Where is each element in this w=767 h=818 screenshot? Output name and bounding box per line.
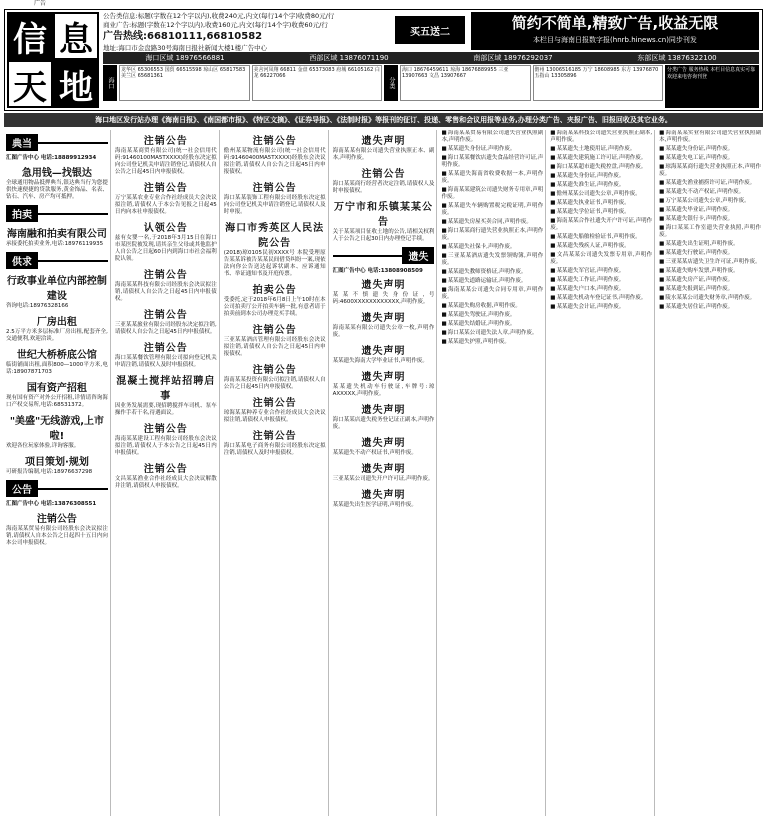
lost-item: ■ 某某遗失身份证,声明作废。 [550, 173, 652, 180]
lost-item: ■ 某某遗失行驶证,声明作废。 [659, 250, 761, 257]
agency-col-4: 儋州 13006516185 万宁 18608985 东方 13976870 五指山 13305896 [533, 65, 664, 101]
lost-item: ■ 某某遗失购车发票,声明作废。 [659, 268, 761, 275]
lost-item: ■ 某某遗失驾驶证,声明作废。 [441, 312, 543, 319]
lost-title: 遗失声明 [361, 280, 406, 291]
notice-title: 万宁市和乐镇某某公告 [334, 202, 433, 228]
lost-item: ■ 海南某某公司遗失合同专用章,声明作废。 [441, 287, 543, 301]
column-3 [222, 130, 329, 816]
lost-title: 遗失声明 [361, 313, 406, 324]
lost-item: ■ 海南某某合作社遗失开户许可证,声明作废。 [550, 218, 652, 232]
column-7 [657, 130, 763, 816]
section-auction-title: 拍卖 [6, 205, 38, 222]
lost-text: 某某遗失海南大学毕业证书,声明作废。 [332, 358, 428, 364]
logo-char-4: 地 [53, 60, 99, 108]
distribution-banner: 海口地区发行站办理《海南日报》、《南国都市报》、《特区文摘》、《证券导报》、《法制时报》等报刊的征订、投递、零售和会议用报等业务,办理分类广告、夹报广告、旧报回收及其它业务。 [4, 113, 763, 127]
notice-title: 注销公告 [252, 183, 297, 194]
lost-item: ■ 某某遗失车辆购置税完税证明,声明作废。 [441, 203, 543, 217]
section-phone: 汇图广告中心 电话:13876308551 [6, 501, 97, 507]
section-pawn-title: 典当 [6, 134, 38, 151]
lost-text: 某某不慎遗失身份证,号码:4600XXXXXXXXXXXX,声明作废。 [332, 292, 435, 305]
masthead-info [103, 12, 759, 108]
ad-title: 行政事业单位内部控制建设 [6, 276, 107, 302]
ad-title: 海南融和拍卖有限公司 [6, 229, 107, 240]
lost-item: ■ 某某遗失身份证,声明作废。 [659, 146, 761, 153]
lost-item: ■ 某某遗失银行卡,声明作废。 [659, 216, 761, 223]
notice-text: 海口某某餐饮管理有限公司拟向登记机关申请注销,请债权人及时申报债权。 [114, 355, 217, 368]
top-label: 广告 [34, 0, 47, 7]
lost-text: 某某遗失出生医学证明,声明作废。 [332, 502, 417, 508]
notice-title: 注销公告 [252, 398, 297, 409]
lost-title: 遗失声明 [361, 372, 406, 383]
notice-text: 万宁某某农业专业合作社经成员大会决议拟注销,请债权人于本公告见报之日起45日内向本社申报债权。 [114, 195, 217, 215]
lost-item: ■ 海口某某工作室遗失营业执照,声明作废。 [659, 225, 761, 239]
section-rule [38, 260, 108, 262]
region-bar [103, 52, 759, 64]
notice-text: 三亚某某旅业有限公司经股东决定拟注销,请债权人自公告之日起45日内申报债权。 [114, 322, 217, 335]
lost-item: ■ 海南某某贸易有限公司遗失营业执照副本,声明作废。 [441, 130, 543, 144]
lost-item: ■ 海口某某商行遗失营业执照正本,声明作废。 [441, 228, 543, 242]
logo-char-2: 息 [53, 12, 99, 60]
notice-text: 儋州某某物流有限公司(统一社会信用代码:91460400MA5TXXXX)经股东会决议拟注销,请债权人自公告之日起45日内申报债权。 [223, 148, 326, 175]
lost-item: ■ 某某遗失船舶检验证书,声明作废。 [550, 234, 652, 241]
notice-title: 注销公告 [143, 310, 188, 321]
lost-item: ■ 海口某某餐饮店遗失食品经营许可证,声明作废。 [441, 155, 543, 169]
notice-title: 海口市秀英区人民法院公告 [225, 223, 325, 249]
column-5 [439, 130, 546, 816]
lost-item: ■ 某某遗失出生证明,声明作废。 [659, 241, 761, 248]
section-rule [38, 142, 108, 144]
section-rule [38, 213, 108, 215]
ad-text: 现有国有资产对外公开招租,详情请咨询海口产权交易所,电话:68531372。 [6, 395, 108, 408]
notice-title: 遗失声明 [361, 136, 406, 147]
notice-text: 琼海某某种养专业合作社经成员大会决议拟注销,请债权人申报债权。 [223, 410, 326, 423]
notice-title: 注销公告 [143, 136, 188, 147]
ad-text: 全球通用物品抵押典当,银达典当行为您提供快速便捷的贷款服务,黄金饰品、名表、钻石、汽车、房产均可抵押。 [6, 180, 108, 200]
agency-tag-class: 分类 [384, 65, 398, 101]
ad-title: 急用钱—找银达 [21, 168, 92, 179]
notice-text: 海口某某电子商务有限公司经股东决定拟注销,请债权人及时申报债权。 [223, 443, 326, 456]
lost-item: ■ 某某遗失道路运输证,声明作废。 [441, 278, 543, 285]
lost-item: ■ 某某遗失户口本,声明作废。 [550, 286, 652, 293]
slogan-main: 简约不简单,精致广告,收益无限 [511, 14, 719, 32]
lost-item: ■ 某某遗失房产证,声明作废。 [659, 277, 761, 284]
lost-item: ■ 某某遗失教师资格证,声明作废。 [441, 269, 543, 276]
lost-item: ■ 文昌某某公司遗失发票专用章,声明作废。 [550, 252, 652, 266]
section-rule [333, 255, 403, 257]
lost-item: ■ 琼海某某商行遗失营业执照正本,声明作废。 [659, 164, 761, 178]
notice-title: 注销公告 [143, 270, 188, 281]
column-6 [548, 130, 655, 816]
lost-item: ■ 某某遗失机动车登记证书,声明作废。 [550, 295, 652, 302]
notice-title: 拍卖公告 [252, 285, 297, 296]
lost-title: 遗失声明 [361, 346, 406, 357]
notice-text: 因业务发展需要,现招聘搅拌车司机、泵车操作手若干名,待遇面议。 [114, 403, 217, 416]
section-notice [6, 480, 108, 497]
lost-item: ■ 某某遗失军官证,声明作废。 [550, 268, 652, 275]
agency-tag-haikou: 海口 [103, 65, 117, 101]
notice-text: 海南某某科技有限公司经股东会决议拟注销,请债权人自公告之日起45日内申报债权。 [114, 282, 217, 302]
lost-text: 某某遗失不动产权证书,声明作废。 [332, 450, 417, 456]
lost-item: ■ 某某遗失护照,声明作废。 [441, 339, 543, 346]
notice-title: 注销公告 [143, 343, 188, 354]
region-south: 南部区域 18976292037 [473, 54, 553, 62]
lost-item: ■ 某某遗失土地使用证,声明作废。 [550, 146, 652, 153]
notice-text: 海南某某投资有限公司拟注销,请债权人自公告之日起45日内申报债权。 [223, 377, 326, 390]
lost-item: ■ 某某遗失工作证,声明作废。 [550, 277, 652, 284]
ad-title: 世纪大桥桥底公馆 [16, 350, 97, 361]
notice-title: 注销公告 [361, 169, 406, 180]
lost-title: 遗失声明 [361, 438, 406, 449]
slogan-box [471, 12, 759, 50]
lost-item: ■ 海南某某实业有限公司遗失营业执照副本,声明作废。 [659, 130, 761, 144]
section-lost [333, 247, 435, 264]
lost-text: 海口某某店遗失税务登记证正副本,声明作废。 [332, 417, 435, 430]
lost-item: ■ 某某遗失准生证,声明作废。 [550, 182, 652, 189]
ad-text: 2.5万平方米多层标准厂房出租,配套齐全,交通便利,欢迎洽谈。 [6, 329, 108, 342]
notice-text: 关于某某项目征收土地的公告,请相关权利人于公告之日起30日内办理登记手续。 [332, 229, 435, 242]
agency-col-2: 美舍河凤翔 66811 金盘 65373083 府城 66105162 白龙 66227066 [252, 65, 383, 101]
lost-item: ■ 某某遗失会计证,声明作废。 [550, 304, 652, 311]
masthead [4, 9, 763, 111]
notice-text: 文昌某某渔业合作社经成员大会决议解散并注销,请债权人申报债权。 [114, 476, 217, 489]
section-supply-title: 供求 [6, 252, 38, 269]
section-notice-title: 公告 [6, 480, 38, 497]
lost-item: ■ 三亚某某酒店遗失发票领购簿,声明作废。 [441, 253, 543, 267]
lost-item: ■ 某某遗失房屋买卖合同,声明作废。 [441, 219, 543, 226]
lost-item: ■ 某某遗失毕业证,声明作废。 [659, 207, 761, 214]
section-auction [6, 205, 108, 222]
lost-item: ■ 万宁某某公司遗失公章,声明作废。 [659, 198, 761, 205]
lost-item: ■ 某某遗失学位证书,声明作废。 [550, 209, 652, 216]
lost-title: 遗失声明 [361, 490, 406, 501]
region-east: 东部区域 13876322100 [637, 54, 717, 62]
lost-item: ■ 陵水某某公司遗失财务章,声明作废。 [659, 295, 761, 302]
lost-text: 某某遗失机动车行驶证,车牌号:琼AXXXXX,声明作废。 [332, 384, 435, 397]
agency-col-1: 龙华区 65306553 国贸 66515598 琼山区 65817583 美兰区 65681361 [119, 65, 250, 101]
notice-text: (2018)琼0105民初XXXX号 本院受理原告某某诉被告某某民间借贷纠纷一案,现依法向你公告送达起诉状副本、应诉通知书、举证通知书及开庭传票。 [223, 250, 326, 277]
lost-item: ■ 某某遗失居住证,声明作废。 [659, 304, 761, 311]
notice-text: 海口某某装饰工程有限公司经股东决定拟向公司登记机关申请注销登记,请债权人及时申报。 [223, 195, 326, 215]
ad-title: 项目策划·规划 [25, 457, 89, 468]
lost-text: 三亚某某公司遗失开户许可证,声明作废。 [332, 476, 434, 482]
side-note: 分类广告 服务热线 本栏目信息真实可靠 欢迎来电咨询刊登 [665, 65, 759, 108]
logo-char-1: 信 [7, 12, 53, 60]
column-2 [113, 130, 220, 816]
lost-item: ■ 某某遗失渔业捕捞许可证,声明作废。 [659, 180, 761, 187]
section-lost-title: 遗失 [402, 247, 434, 264]
logo-char-3: 天 [7, 60, 53, 108]
lost-item: ■ 某某遗失报到证,声明作废。 [659, 286, 761, 293]
lost-item: ■ 某某遗失海南省收费收据一本,声明作废。 [441, 171, 543, 185]
ad-title: 注销公告 [36, 514, 77, 525]
notice-text: 海南某某建设工程有限公司经股东会决议拟注销,请债权人于本公告之日起45日内申报债权。 [114, 436, 217, 456]
address: 地址:海口市金盘路30号海南日报社新闻大楼1楼广告中心 [103, 44, 268, 52]
lost-item: ■ 三亚某某店遗失卫生许可证,声明作废。 [659, 259, 761, 266]
ad-text: 海南某某贸易有限公司经股东会决议拟注销,请债权人自本公告之日起四十五日内向本公司申报债权。 [6, 526, 108, 546]
lost-item: ■ 某某遗失建筑施工许可证,声明作废。 [550, 155, 652, 162]
lost-item: ■ 某某遗失不动产权证,声明作废。 [659, 189, 761, 196]
notice-text: 三亚某某酒店管理有限公司经股东会决议拟注销,请债权人自公告之日起45日内申报债权。 [223, 337, 326, 357]
section-phone: 汇图广告中心 电话:13808908509 [332, 268, 423, 274]
ad-title: 厂房出租 [36, 317, 77, 328]
lost-item: ■ 某某遗失电工证,声明作废。 [659, 155, 761, 162]
notice-title: 注销公告 [252, 365, 297, 376]
lost-item: ■ 某某遗失结婚证,声明作废。 [441, 321, 543, 328]
notice-text: 海口某某商行经营者决定注销,请债权人及时申报债权。 [332, 181, 435, 194]
notice-title: 注销公告 [143, 464, 188, 475]
promo-badge: 买五送二 [395, 16, 465, 44]
notice-text: 受委托,定于2018年6月8日上午10时在本公司拍卖厅公开拍卖车辆一批,有意者请于拍卖前到本公司办理竞买手续。 [223, 297, 326, 317]
lost-item: ■ 某某遗失执业证书,声明作废。 [550, 200, 652, 207]
notice-title: 注销公告 [252, 136, 297, 147]
column-1 [4, 130, 111, 816]
column-4 [331, 130, 438, 816]
ad-text: 临街铺面出租,面积800—1000平方米,电话:18907871703 [6, 362, 108, 375]
section-phone: 汇图广告中心 电话:18889912934 [6, 155, 97, 161]
pricing-line-2: 商业广告:标题(字数在12个字以内),收费160元,内文(每行14个字)收费60元/行 [103, 21, 328, 29]
notice-text: 海南某某有限公司遗失营业执照正本、副本,声明作废。 [332, 148, 435, 161]
section-rule [38, 488, 108, 490]
lost-item: ■ 海南某某建筑公司遗失财务专用章,声明作废。 [441, 187, 543, 201]
section-supply [6, 252, 108, 269]
lost-item: ■ 儋州某某公司遗失公章,声明作废。 [550, 191, 652, 198]
slogan-sub: 本栏目与海南日报数字报(hnrb.hinews.cn)同步刊发 [533, 36, 697, 44]
logo [7, 12, 99, 108]
pricing-line-1: 公告类信息:标题(字数在12个字以内),收费240元,内文(每行14个字)收费80元/行 [103, 12, 335, 20]
lost-item: ■ 海口某某公司遗失法人章,声明作废。 [441, 330, 543, 337]
lost-title: 遗失声明 [361, 405, 406, 416]
columns [4, 130, 763, 816]
region-west: 西部区域 13876071190 [309, 54, 389, 62]
agency-table [103, 65, 663, 101]
ad-hotline: 广告热线:66810111,66810582 [103, 31, 263, 42]
notice-title: 注销公告 [143, 424, 188, 435]
ad-text: 咨询电话:18976328166 [6, 303, 69, 309]
notice-title: 注销公告 [252, 325, 297, 336]
ad-title: "美盛"无线游戏,上市啦! [9, 416, 105, 442]
lost-item: ■ 某某遗失残疾人证,声明作废。 [550, 243, 652, 250]
notice-text: 兹有女婴一名,于2018年3月15日在海口市某医院被发现,请其亲生父母或其他监护人自公告之日起60日内到海口市社会福利院认领。 [114, 235, 217, 262]
notice-title: 注销公告 [252, 431, 297, 442]
lost-item: ■ 海口某某超市遗失税控盘,声明作废。 [550, 164, 652, 171]
lost-item: ■ 某某遗失身份证,声明作废。 [441, 146, 543, 153]
ad-text: 承接委托拍卖业务,电话:18976119935 [6, 241, 104, 247]
notice-title: 注销公告 [143, 183, 188, 194]
region-haikou: 海口区域 18976566881 [145, 54, 225, 62]
notice-title: 认领公告 [143, 223, 188, 234]
ad-text: 欢迎各位玩家体验,详询客服。 [6, 443, 80, 449]
ad-text: 可研报告编制,电话:18976637298 [6, 469, 93, 475]
agency-col-3: 海口 18676459611 琼海 18676889955 三亚 13907663 文昌 13907667 [400, 65, 531, 101]
section-pawn [6, 134, 108, 151]
ad-title: 国有资产招租 [26, 383, 87, 394]
lost-item: ■ 某某遗失社保卡,声明作废。 [441, 244, 543, 251]
lost-text: 海南某某有限公司遗失公章一枚,声明作废。 [332, 325, 435, 338]
lost-title: 遗失声明 [361, 464, 406, 475]
notice-title: 混凝土搅拌站招聘启事 [116, 376, 216, 402]
lost-item: ■ 海南某某科技公司遗失营业执照正副本,声明作废。 [550, 130, 652, 144]
lost-item: ■ 某某遗失购房收据,声明作废。 [441, 303, 543, 310]
notice-text: 海南某某商贸有限公司(统一社会信用代码:91460100MA5TXXXX)经股东决定拟向公司登记机关申请注销登记,请债权人自公告之日起45日内申报债权。 [114, 148, 217, 175]
